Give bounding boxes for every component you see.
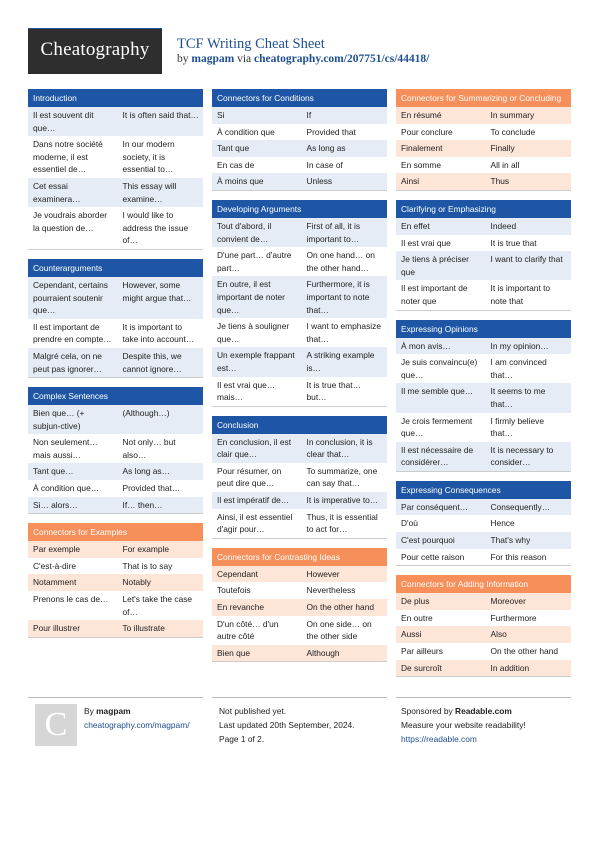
english-translation: I want to emphasize that…: [306, 321, 381, 344]
table-row: [28, 107, 203, 136]
section-introduction: [28, 89, 203, 250]
english-translation: I would like to address the issue of…: [122, 210, 189, 246]
section-header: Counterarguments: [28, 259, 203, 277]
last-updated: Last updated 20th September, 2024.: [219, 720, 355, 730]
french-phrase: Non seulement… mais aussi…: [33, 437, 98, 460]
phrase-table: [396, 218, 571, 310]
french-phrase: Cependant: [212, 566, 302, 583]
french-phrase: Un exemple frappant est…: [212, 347, 302, 376]
table-row: [396, 124, 571, 141]
table-row: [212, 582, 387, 599]
french-phrase: D'où: [401, 518, 418, 529]
section-connectors-for-conditions: [212, 89, 387, 191]
table-row: [28, 405, 203, 434]
english-translation: All in all: [490, 159, 520, 170]
french-phrase: Il est vrai que: [401, 237, 451, 248]
table-row: [212, 645, 387, 662]
phrase-table: [28, 107, 203, 249]
table-row: [28, 480, 203, 497]
table-row: [396, 107, 571, 124]
table-row: [28, 591, 203, 620]
english-translation: If: [302, 107, 388, 124]
english-translation: Nevertheless: [306, 585, 356, 596]
sponsor-link[interactable]: https://readable.com: [401, 734, 477, 744]
by-label: by: [177, 53, 189, 65]
french-phrase: Tout d'abord, il convient de…: [212, 218, 302, 247]
english-translation: On the other hand: [490, 646, 559, 657]
english-translation: (Although…): [118, 405, 204, 434]
table-row: [396, 157, 571, 174]
french-phrase: C'est-à-dire: [33, 560, 77, 571]
table-row: [396, 383, 571, 412]
via-label: via: [237, 53, 252, 65]
phrase-table: [212, 566, 387, 662]
english-translation: I firmly believe that…: [490, 415, 545, 439]
footer-divider: [28, 697, 203, 698]
french-phrase: En résumé: [396, 107, 486, 124]
english-translation: Thus: [486, 173, 572, 190]
english-translation: However: [302, 566, 388, 583]
english-translation: This essay will examine…: [118, 178, 204, 207]
table-row: [28, 434, 203, 463]
phrase-table: [28, 277, 203, 377]
section-divider: [396, 471, 571, 472]
table-row: [396, 140, 571, 157]
french-phrase: De surcroît: [396, 660, 486, 677]
french-phrase: Tant que: [212, 140, 302, 157]
french-phrase: Notamment: [28, 574, 118, 591]
table-row: [212, 157, 387, 174]
section-divider: [212, 538, 387, 539]
table-row: [212, 434, 387, 463]
table-row: [212, 377, 387, 406]
section-header: Connectors for Summarizing or Concluding: [396, 89, 571, 107]
table-row: [212, 566, 387, 583]
english-translation: Indeed: [486, 218, 572, 235]
phrase-table: [212, 107, 387, 190]
table-row: [396, 515, 571, 532]
sponsor-tagline: Measure your website readability!: [401, 720, 526, 730]
table-row: [396, 643, 571, 660]
english-translation: Not only… but also…: [122, 437, 176, 460]
english-translation: Consequently…: [486, 499, 572, 516]
english-translation: As long as…: [118, 463, 204, 480]
cheatography-c-icon: C: [35, 704, 77, 746]
english-translation: It is imperative to…: [302, 492, 388, 509]
english-translation: It seems to me that…: [486, 383, 572, 412]
english-translation: In addition: [486, 660, 572, 677]
french-phrase: À mon avis…: [396, 338, 486, 355]
section-divider: [212, 406, 387, 407]
french-phrase: Cependant, certains pourraient soutenir que…: [28, 277, 118, 319]
page-number: Page 1 of 2.: [219, 734, 265, 744]
section-connectors-for-examples: [28, 523, 203, 638]
table-row: [212, 347, 387, 376]
english-translation: To conclude: [490, 126, 536, 137]
phrase-table: [212, 218, 387, 406]
french-phrase: De plus: [396, 593, 486, 610]
table-row: [212, 173, 387, 190]
section-header: Conclusion: [212, 416, 387, 434]
french-phrase: Par exemple: [28, 541, 118, 558]
english-translation: In case of: [306, 159, 343, 170]
english-translation: It is often said that…: [118, 107, 204, 136]
table-row: [212, 318, 387, 347]
english-translation: Also: [486, 626, 572, 643]
french-phrase: Malgré cela, on ne peut pas ignorer…: [28, 348, 118, 377]
english-translation: To illustrate: [118, 620, 204, 637]
english-translation: Unless: [302, 173, 388, 190]
french-phrase: Pour illustrer: [28, 620, 118, 637]
column-1: [28, 89, 203, 647]
english-translation: It is important to note that: [490, 283, 551, 306]
french-phrase: Si… alors…: [28, 497, 118, 514]
english-translation: Furthermore: [490, 612, 537, 623]
french-phrase: Si: [212, 107, 302, 124]
french-phrase: C'est pourquoi: [396, 532, 486, 549]
french-phrase: En conclusion, il est clair que…: [212, 434, 302, 463]
english-translation: In summary: [486, 107, 572, 124]
table-row: [212, 509, 387, 538]
table-row: [396, 354, 571, 383]
english-translation: For this reason: [490, 551, 547, 562]
french-phrase: Je tiens à préciser que: [396, 251, 486, 280]
section-header: Clarifying or Emphasizing: [396, 200, 571, 218]
french-phrase: Je crois fermement que…: [401, 415, 473, 439]
footer-publish-info: [219, 704, 355, 746]
english-translation: It is true that… but…: [306, 379, 361, 403]
french-phrase: Cet essai examinera…: [28, 178, 118, 207]
french-phrase: Tant que…: [28, 463, 118, 480]
footer-divider: [396, 697, 571, 698]
table-row: [396, 218, 571, 235]
english-translation: However, some might argue that…: [118, 277, 204, 319]
column-2: [212, 89, 387, 671]
footer-author: [84, 704, 190, 732]
section-expressing-consequences: [396, 481, 571, 566]
table-row: [212, 218, 387, 247]
section-divider: [212, 661, 387, 662]
table-row: [28, 319, 203, 348]
section-header: Connectors for Conditions: [212, 89, 387, 107]
table-row: [28, 558, 203, 575]
phrase-table: [396, 499, 571, 565]
french-phrase: Dans notre société moderne, il est essentiel de…: [33, 139, 103, 175]
french-phrase: À condition que…: [33, 483, 100, 494]
french-phrase: Pour résumer, on peut dire que…: [217, 465, 282, 489]
english-translation: On one side… on the other side: [306, 618, 372, 642]
page-subtitle: [177, 53, 429, 65]
footer-sponsor: [401, 704, 526, 746]
french-phrase: Pour conclure: [401, 126, 453, 137]
english-translation: It is necessary to consider…: [486, 442, 572, 471]
section-connectors-for-contrasting-ideas: [212, 548, 387, 663]
french-phrase: En effet: [396, 218, 486, 235]
phrase-table: [396, 338, 571, 471]
table-row: [396, 626, 571, 643]
sheet-url-link[interactable]: cheatography.com/207751/cs/44418/: [254, 53, 430, 65]
french-phrase: Bien que… (+ subjun-ctive): [28, 405, 118, 434]
author-link[interactable]: magpam: [191, 53, 235, 65]
section-divider: [212, 190, 387, 191]
french-phrase: Finalement: [396, 140, 486, 157]
english-translation: On the other hand: [302, 599, 388, 616]
english-translation: I am convinced that…: [490, 357, 547, 380]
footer-by-label: By: [84, 706, 94, 716]
english-translation: Hence: [490, 518, 515, 529]
phrase-table: [396, 593, 571, 676]
french-phrase: Je tiens à souligner que…: [217, 321, 290, 344]
table-row: [396, 251, 571, 280]
french-phrase: En revanche: [212, 599, 302, 616]
phrase-table: [28, 405, 203, 513]
table-row: [212, 616, 387, 645]
section-divider: [28, 637, 203, 638]
phrase-table: [212, 434, 387, 538]
section-header: Introduction: [28, 89, 203, 107]
english-translation: That's why: [486, 532, 572, 549]
table-row: [396, 532, 571, 549]
section-header: Developing Arguments: [212, 200, 387, 218]
section-expressing-opinions: [396, 320, 571, 472]
french-phrase: Prenons le cas de…: [33, 594, 109, 605]
sponsor-name[interactable]: Readable.com: [455, 706, 512, 716]
section-conclusion: [212, 416, 387, 539]
french-phrase: D'un côté… d'un autre côté: [217, 618, 279, 642]
section-clarifying-or-emphasizing: [396, 200, 571, 311]
french-phrase: Je suis convaincu(e) que…: [401, 357, 478, 380]
table-row: [212, 599, 387, 616]
english-translation: Provided that: [306, 126, 356, 137]
table-row: [396, 338, 571, 355]
english-translation: A striking example is…: [302, 347, 388, 376]
english-translation: Despite this, we cannot ignore…: [118, 348, 204, 377]
french-phrase: Aussi: [396, 626, 486, 643]
footer-author-name[interactable]: magpam: [96, 706, 131, 716]
footer-divider: [212, 697, 387, 698]
page-title: TCF Writing Cheat Sheet: [177, 36, 325, 52]
french-phrase: À condition que: [217, 126, 275, 137]
section-header: Expressing Consequences: [396, 481, 571, 499]
french-phrase: Toutefois: [217, 585, 251, 596]
french-phrase: Il est souvent dit que…: [28, 107, 118, 136]
table-row: [212, 463, 387, 492]
english-translation: As long as: [302, 140, 388, 157]
table-row: [28, 574, 203, 591]
english-translation: In our modern society, it is essential to…: [122, 139, 175, 175]
table-row: [396, 499, 571, 516]
french-phrase: Bien que: [212, 645, 302, 662]
english-translation: Notably: [118, 574, 204, 591]
section-header: Connectors for Examples: [28, 523, 203, 541]
section-header: Connectors for Adding Information: [396, 575, 571, 593]
sponsored-label: Sponsored by: [401, 706, 453, 716]
french-phrase: Il est impératif de…: [212, 492, 302, 509]
english-translation: Thus, it is essential to act for…: [306, 511, 378, 535]
english-translation: Moreover: [486, 593, 572, 610]
english-translation: Finally: [486, 140, 572, 157]
section-connectors-for-adding-information: [396, 575, 571, 677]
english-translation: For example: [118, 541, 204, 558]
french-phrase: Je voudrais aborder la question de…: [33, 210, 108, 233]
section-header: Expressing Opinions: [396, 320, 571, 338]
french-phrase: Ainsi, il est essentiel d'agir pour…: [217, 511, 293, 535]
table-row: [28, 463, 203, 480]
french-phrase: À moins que: [212, 173, 302, 190]
section-divider: [28, 513, 203, 514]
english-translation: In my opinion…: [486, 338, 572, 355]
section-divider: [396, 310, 571, 311]
table-row: [28, 620, 203, 637]
column-3: [396, 89, 571, 686]
french-phrase: En outre: [401, 612, 433, 623]
table-row: [212, 124, 387, 141]
table-row: [28, 497, 203, 514]
english-translation: Let's take the case of…: [122, 594, 193, 617]
footer-author-url[interactable]: cheatography.com/magpam/: [84, 720, 190, 730]
table-row: [212, 247, 387, 276]
cheatography-logo[interactable]: Cheatography: [28, 29, 162, 74]
table-row: [212, 276, 387, 318]
table-row: [28, 136, 203, 178]
table-row: [396, 235, 571, 252]
section-connectors-for-summarizing-or-concluding: [396, 89, 571, 191]
phrase-table: [396, 107, 571, 190]
table-row: [396, 660, 571, 677]
published-status: Not published yet.: [219, 706, 287, 716]
french-phrase: Ainsi: [396, 173, 486, 190]
french-phrase: Il est important de prendre en compte…: [33, 321, 112, 345]
phrase-table: [28, 541, 203, 637]
french-phrase: Par ailleurs: [401, 646, 443, 657]
section-divider: [396, 565, 571, 566]
french-phrase: Il est vrai que… mais…: [217, 379, 276, 403]
table-row: [396, 173, 571, 190]
table-row: [212, 107, 387, 124]
english-translation: First of all, it is important to…: [302, 218, 388, 247]
french-phrase: Par conséquent…: [396, 499, 486, 516]
french-phrase: En cas de: [217, 159, 255, 170]
table-row: [396, 549, 571, 566]
french-phrase: Il est nécessaire de considérer…: [396, 442, 486, 471]
french-phrase: En outre, il est important de noter que…: [212, 276, 302, 318]
section-divider: [396, 190, 571, 191]
french-phrase: En somme: [401, 159, 442, 170]
english-translation: Although: [302, 645, 388, 662]
section-header: Connectors for Contrasting Ideas: [212, 548, 387, 566]
table-row: [28, 277, 203, 319]
english-translation: To summarize, one can say that…: [306, 465, 378, 489]
english-translation: On one hand… on the other hand…: [306, 250, 375, 273]
section-divider: [28, 377, 203, 378]
table-row: [212, 140, 387, 157]
table-row: [212, 492, 387, 509]
table-row: [396, 280, 571, 309]
french-phrase: D'une part… d'autre part…: [217, 250, 292, 273]
english-translation: In conclusion, it is clear that…: [302, 434, 388, 463]
section-counterarguments: [28, 259, 203, 378]
table-row: [396, 593, 571, 610]
section-developing-arguments: [212, 200, 387, 407]
english-translation: It is important to take into account…: [122, 321, 195, 345]
table-row: [396, 610, 571, 627]
french-phrase: Il est important de noter que: [401, 283, 468, 306]
section-complex-sentences: [28, 387, 203, 514]
table-row: [28, 541, 203, 558]
section-header: Complex Sentences: [28, 387, 203, 405]
french-phrase: Pour cette raison: [401, 551, 465, 562]
table-row: [396, 442, 571, 471]
english-translation: That is to say: [122, 560, 173, 571]
english-translation: I want to clarify that: [486, 251, 572, 280]
english-translation: Furthermore, it is important to note that…: [302, 276, 388, 318]
section-divider: [28, 249, 203, 250]
english-translation: It is true that: [490, 237, 537, 248]
english-translation: If… then…: [118, 497, 204, 514]
table-row: [28, 207, 203, 249]
table-row: [396, 413, 571, 442]
table-row: [28, 178, 203, 207]
english-translation: Provided that…: [122, 483, 181, 494]
table-row: [28, 348, 203, 377]
section-divider: [396, 676, 571, 677]
french-phrase: Il me semble que…: [396, 383, 486, 412]
